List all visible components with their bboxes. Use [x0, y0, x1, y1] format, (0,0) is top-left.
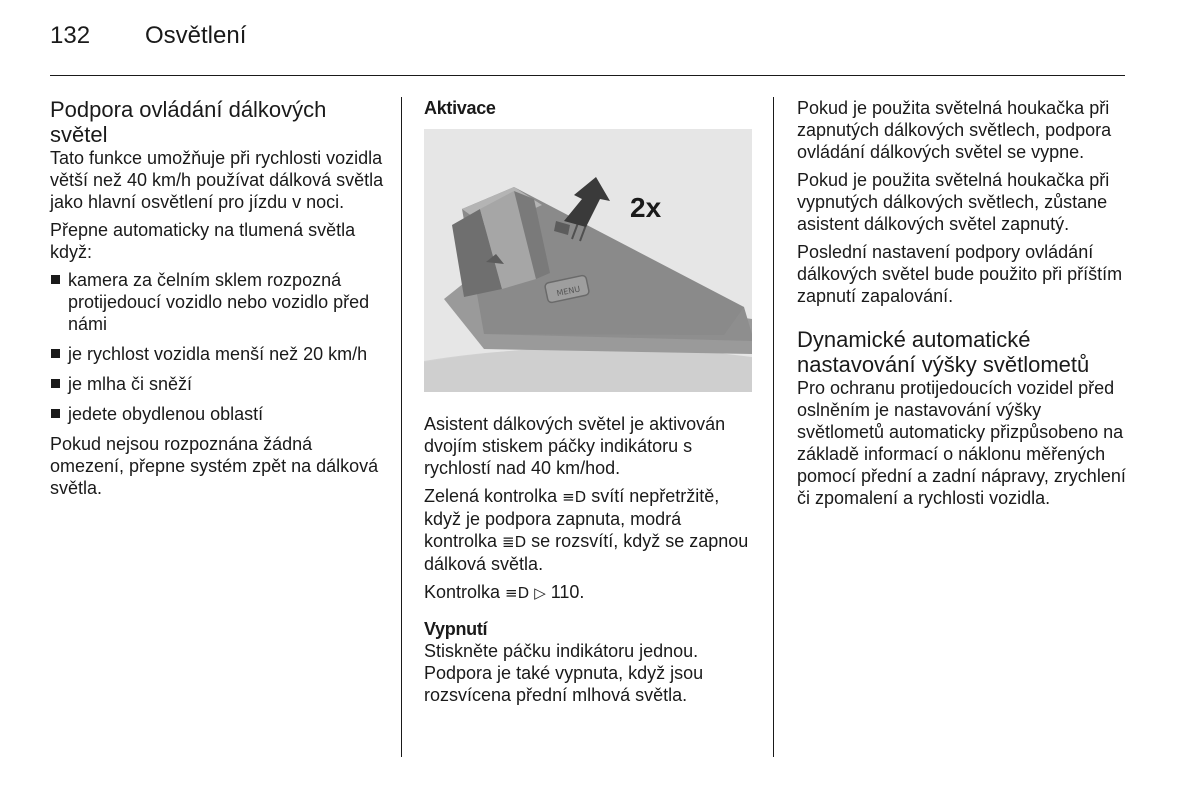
paragraph: Přepne automaticky na tlumená světla když: [50, 220, 356, 262]
subheading-activation: Aktivace [424, 98, 496, 118]
page-reference-icon: ▷ [534, 584, 546, 602]
text: 110. [545, 582, 585, 602]
list-item-text: jedete obydlenou oblastí [68, 404, 264, 424]
list-item-text: kamera za čelním sklem rozpozná protijedoucí vozidlo nebo vozidlo před námi [68, 270, 370, 334]
paragraph: Tato funkce umožňuje při rychlosti vozidla větší než 40 km/h používat dálková světla jako hlavní osvětlení pro jízdu v noci. [50, 148, 384, 212]
paragraph: Poslední nastavení podpory ovládání dálkových světel bude použito při příštím zapnutí zapalování. [797, 242, 1123, 306]
list-item [50, 403, 385, 425]
bullet-icon [51, 275, 60, 284]
column-right [797, 97, 1132, 515]
list-item [50, 343, 385, 365]
press-twice-label: 2x [630, 192, 662, 223]
text: Kontrolka [424, 582, 506, 602]
bullet-icon [51, 409, 60, 418]
section-heading: Podpora ovládání dálkových světel [50, 97, 327, 147]
lever-button-text: MENU [555, 284, 581, 299]
section-heading: Dynamické automatické nastavování výšky světlometů [797, 327, 1090, 377]
paragraph: Pro ochranu protijedoucích vozidel před oslněním je nastavování výšky světlometů automaticky přizpůsobeno na základě informací o náklonu měřených pomocí přední a zadní nápravy, zrychlení či zpomalení a rychlosti vozidla. [797, 378, 1126, 508]
paragraph: Pokud je použita světelná houkačka při vypnutých dálkových světlech, zůstane asistent dálkových světel zapnutý. [797, 170, 1110, 234]
header-rule [50, 75, 1125, 76]
text: Zelená kontrolka [424, 486, 563, 506]
list-item-text: je rychlost vozidla menší než 20 km/h [68, 344, 368, 364]
lever-illustration [424, 129, 752, 392]
paragraph: Pokud nejsou rozpoznána žádná omezení, přepne systém zpět na dálková světla. [50, 434, 379, 498]
column-divider [401, 97, 402, 757]
condition-list [50, 269, 385, 425]
section-title: Osvětlení [145, 22, 247, 49]
high-beam-assist-icon: ≡D [562, 488, 587, 506]
list-item [50, 269, 385, 335]
paragraph: Stiskněte páčku indikátoru jednou. Podpora je také vypnuta, když jsou rozsvícena přední mlhová světla. [424, 641, 704, 705]
column-left [50, 97, 385, 505]
bullet-icon [51, 349, 60, 358]
paragraph: Asistent dálkových světel je aktivován dvojím stiskem páčky indikátoru s rychlostí nad 40 km/hod. [424, 414, 726, 478]
high-beam-assist-icon: ≡D [505, 584, 530, 602]
paragraph: Pokud je použita světelná houkačka při zapnutých dálkových světlech, podpora ovládání dálkových světel se vypne. [797, 98, 1112, 162]
subheading-deactivation: Vypnutí [424, 619, 488, 639]
page-number: 132 [50, 22, 91, 49]
paragraph [424, 485, 759, 575]
text: se rozsvítí, když se zapnou dálková světla. [424, 531, 749, 574]
column-divider [773, 97, 774, 757]
column-middle [424, 97, 759, 712]
bullet-icon [51, 379, 60, 388]
high-beam-icon: ≣D [502, 533, 527, 551]
paragraph [424, 581, 759, 604]
text: svítí nepřetržitě, když je podpora zapnuta, modrá kontrolka [424, 486, 720, 551]
list-item-text: je mlha či sněží [68, 374, 193, 394]
list-item [50, 373, 385, 395]
page-header [50, 22, 246, 50]
